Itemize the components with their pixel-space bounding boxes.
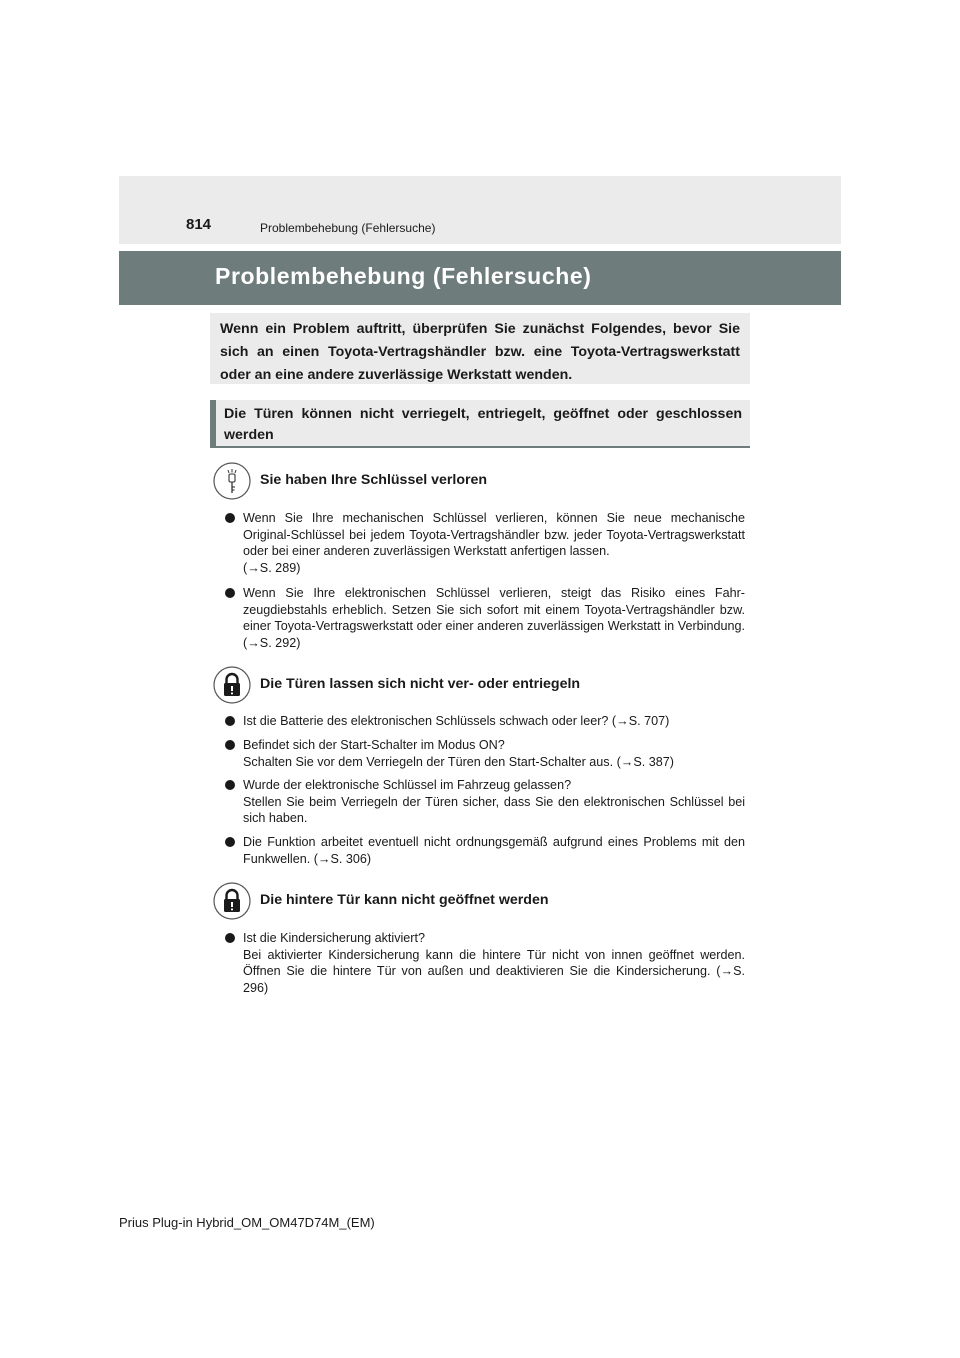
bullet-answer: Stellen Sie beim Verriegeln der Türen sicher, dass Sie den elektronischen Schlüssel bei sich haben.	[243, 794, 745, 825]
bullet-dot	[225, 837, 235, 847]
bullet-item	[225, 585, 745, 651]
bullet-text: Ist die Batterie des elektronischen Schlüssels schwach oder leer? (→S. 707)	[243, 714, 670, 728]
bullet-answer: Schalten Sie vor dem Verriegeln der Türen den Start-Schalter aus. (→S. 387)	[243, 754, 674, 769]
footer-document-id: Prius Plug-in Hybrid_OM_OM47D74M_(EM)	[119, 1215, 375, 1230]
bullet-dot	[225, 780, 235, 790]
header-band	[119, 176, 841, 244]
bullet-dot	[225, 513, 235, 523]
bullet-question: Ist die Kindersicherung aktiviert?	[243, 931, 426, 945]
bullet-item	[225, 510, 745, 576]
lock-icon	[213, 666, 251, 704]
section-heading	[210, 400, 750, 448]
key-icon	[213, 462, 251, 500]
bullet-question: Wurde der elektronische Schlüssel im Fahrzeug gelassen?	[243, 778, 572, 792]
bullet-text: Wenn Sie Ihre mechanischen Schlüssel verlieren, können Sie neue mechanische Original-Schlüssel bei jedem Toyota-Vertragshändler bzw. jeder Toyota-Vertragswerkstatt oder bei einer anderen zuverlässigen Werkstatt anfertigen lassen.	[243, 511, 745, 558]
title-bar	[119, 251, 841, 305]
bullet-item	[225, 737, 745, 770]
bullet-text: Wenn Sie Ihre elektronischen Schlüssel verlieren, steigt das Risiko eines Fahrzeugdiebstahls erheblich. Setzen Sie sich sofort mit einem Toyota-Vertragshändler bzw. einer Toyota-Vertragswerkstatt oder einer anderen zuverlässigen Werkstatt in Verbindung. (→S. 292)	[243, 586, 745, 650]
bullet-item	[225, 930, 745, 996]
subsection-doors-lock	[213, 666, 753, 704]
page-reference: (→S. 289)	[243, 560, 301, 575]
bullet-item	[225, 777, 745, 827]
running-header: Problembehebung (Fehlersuche)	[260, 221, 436, 235]
bullet-answer: Bei aktivierter Kindersicherung kann die hintere Tür nicht von innen geöffnet werden. Öffnen Sie die hintere Tür von außen und deaktivieren Sie die Kindersicherung. (→S. 296)	[243, 947, 745, 995]
bullet-dot	[225, 740, 235, 750]
bullet-dot	[225, 716, 235, 726]
intro-text: Wenn ein Problem auftritt, überprüfen Sie zunächst Folgendes, bevor Sie sich an einen Toyota-Vertragshändler bzw. eine Toyota-Vertragswerkstatt oder an eine andere zuverlässige Werkstatt wenden.	[220, 321, 740, 383]
bullet-item	[225, 713, 745, 730]
intro-box	[210, 313, 750, 384]
subsection-lost-keys	[213, 462, 753, 500]
bullet-text: Die Funktion arbeitet eventuell nicht ordnungsgemäß aufgrund eines Problems mit den Funkwellen. (→S. 306)	[243, 835, 745, 866]
subsection-title: Die Türen lassen sich nicht ver- oder entriegeln	[260, 676, 581, 692]
bullet-item	[225, 834, 745, 867]
subsection-title: Sie haben Ihre Schlüssel verloren	[260, 472, 488, 488]
page-title: Problembehebung (Fehlersuche)	[215, 263, 592, 289]
bullet-dot	[225, 933, 235, 943]
bullet-question: Befindet sich der Start-Schalter im Modus ON?	[243, 738, 505, 752]
page-number: 814	[186, 216, 212, 233]
section-heading-text: Die Türen können nicht verriegelt, entriegelt, geöffnet oder geschlossen werden	[224, 406, 742, 443]
subsection-title: Die hintere Tür kann nicht geöffnet werden	[260, 892, 549, 908]
bullet-dot	[225, 588, 235, 598]
subsection-rear-door	[213, 882, 753, 920]
lock-icon	[213, 882, 251, 920]
